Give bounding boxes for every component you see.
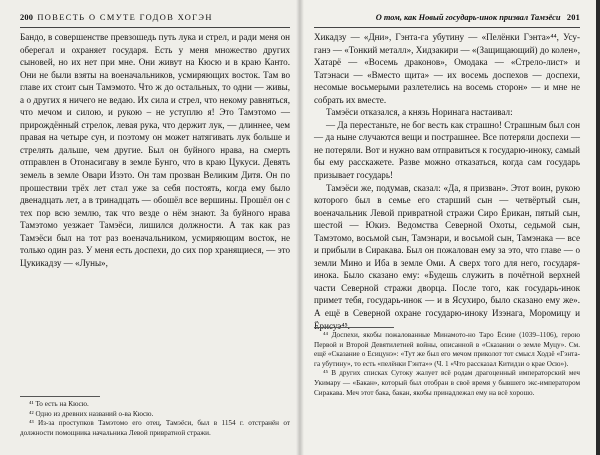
right-running-head: О том, как Новый государь-инок призвал Тамэёси	[375, 13, 561, 22]
left-body-text	[20, 31, 290, 269]
left-footnote-rule	[20, 396, 100, 397]
right-page	[300, 0, 600, 455]
left-paragraph: Бандо, в совершенстве превзошедь путь лука и стрел, и ради меня он оберегал и охраняет государя. Есть у меня множество других сыновей, но их нет при мне. Они живут на Кюсю и в краю Канто. Они не были взяты на военачальников, усмиряющих восток. Там во главе их стоит сын Тамэмото. Что ж до остальных, то одни — живы, а о других я ничего не ведаю. Их сила и стрел, что некому равняться, что мечом и силою, и рукою – не уступлю я! Это Тамэтомо — прирождённый стрелок, левая рука, что держит лук, — длиннее, чем правая на четыре сун, и поэтому он может натягивать лук больше и стрелять дальше, чем другие. Был он буйного нрава, на смерть отправлен в Отонасигаву в земле Бунго, что в краю Цукуси. Девять земель в земле Овари Изэто. Он там прозван Великим Дитя. Он по прошествии трёх лет стал уже за себя постоять, когда ему было двенадцать лет, а в тринадцать — обошёл все вершины. Прошёл он с тех пор всю землю, так что везде о нём знают. За буйного нрава Тамэтомо уезжает Тамэёси, лишился должности. А так как раз Тамэёси был на тот раз военачальником, усмиряющим восток, не только один раз. У меня есть доспехи, до сих пор хранящиеся, — это Цукикадзу — «Луны»,	[20, 32, 290, 268]
right-footnote: ⁴⁴ Доспехи, якобы пожалованные Минамото-но Таро Ёсиие (1039–1106), герою Первой и Второй Девятилетней войны, описанной в «Сказании о земле Муцу». См. ещё «Сказание о Есицунэ»: «Тут же был его мечом приколот тот смысл Ходзё «Гэнта-га убутину», то есть «пелёнки Гэнта»» (Ч. 1 «Что рассказал Китидзи о крае Осю»).	[314, 331, 580, 368]
right-page-header	[314, 12, 580, 28]
left-footnote: ⁴² Одно из древних названий о-ва Кюсю.	[29, 409, 154, 418]
book-gutter	[296, 0, 304, 455]
left-header-rule	[20, 27, 290, 28]
right-page-number: 201	[566, 13, 580, 22]
right-body-text	[314, 31, 580, 332]
right-paragraph: Тамэёси отказался, а князь Норинага настаивал:	[326, 107, 513, 118]
left-page-number: 200	[20, 13, 34, 22]
left-footnote: ⁴³ Из-за проступков Тамэтомо его отец, Тамэёси, был в 1154 г. отстранён от должности помощника начальника Левой привратной стражи.	[20, 419, 290, 437]
left-footnotes	[20, 400, 290, 438]
right-header-rule	[314, 27, 580, 28]
right-paragraph: Тамэёси же, подумав, сказал: «Да, я призван». Этот воин, рукою которого был в семье его старший сын — четвёртый сын, военачальник Левой привратной стражи Сиро Ёрикан, пятый сын, шестой — Юкиэ. Ведомства Северной Охоты, седьмой сын, Тамэтомо, восьмой сын, Тамэнари, и восьмой сын, Тамэнака — все и прибыли в Сиракава. Был он пожалован ему за это, что главе — о земли Мино и Иба в земле Оми. А сверх того для него, государя-инока. Было сказано ему: «Будешь служить в почётной верхней части Северной стражи дворца. После того, как государь-инок примет тебя, государь-инок — и в Ясухиро, было сказано ему же». А ещё в Северной охране государю-иноку Изэнага, Моромицу и Ёрисуэ⁴⁵.	[314, 182, 580, 331]
right-paragraph: — Да перестаньте, не бог весть как страшно! Страшным был сон — да ныне случаются вещи и пострашнее. Все потеряли доспехи — не потеряли. Вот и нужно вам отправиться к государю-иноку, самый бы ему расскажете. Разве можно отказаться, когда сам государь призывает государь!	[314, 119, 580, 181]
left-page-header	[20, 12, 290, 28]
left-running-head: ПОВЕСТЬ О СМУТЕ ГОДОВ ХОГЭН	[37, 13, 213, 22]
page-edge-shadow	[596, 0, 600, 455]
right-footnotes	[314, 331, 580, 398]
right-footnote-rule	[314, 327, 394, 328]
left-footnote: ⁴¹ То есть на Кюсю.	[29, 400, 89, 408]
right-paragraph: Хикадзу — «Дни», Гэнта-га убутину — «Пелёнки Гэнта»⁴⁴, Усу-ганэ — «Тонкий металл», Хидзакири — «(Защищающий) до колен», Хатарё — «Восемь драконов», Омодака — «Стрело-лист» и Татэнаси — «Вместо щита» — их восемь доспехов — доспехи, несомые восьмерыми разлетелись на восемь сторон» — и мне не собрать их вместе.	[314, 32, 580, 105]
right-footnote: ⁴⁵ В других списках Сутоку жалует всё родам драгоценный императорский меч Укимару — «Бакан», который был отобран в своё время у бывшего экс-императором Сиракава. Меч этот бака, бакан, якобы принадлежал ему на всё хорошо.	[314, 369, 580, 397]
